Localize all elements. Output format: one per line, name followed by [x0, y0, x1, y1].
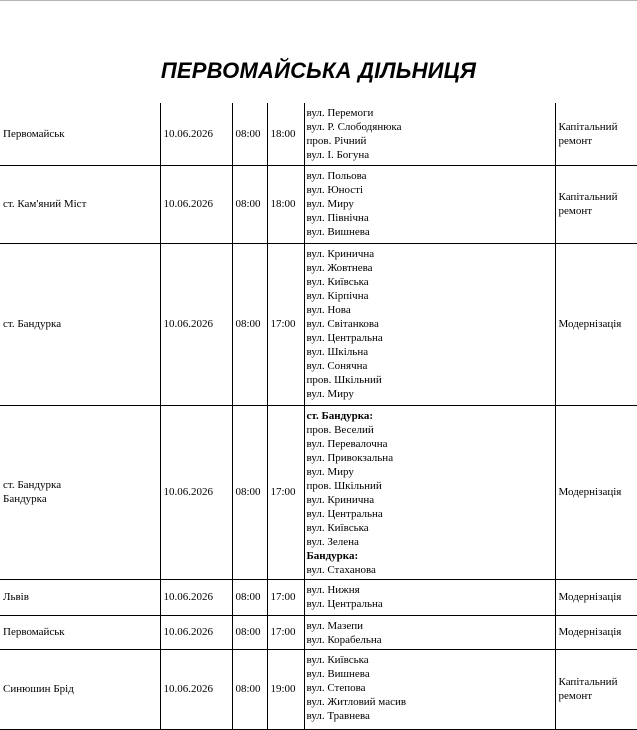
start-time-cell: 08:00: [232, 649, 267, 729]
date-cell: 10.06.2026: [160, 649, 232, 729]
street-name: вул. Миру: [306, 197, 354, 210]
street-name: вул. Київська: [306, 521, 369, 534]
streets-cell: [304, 615, 555, 649]
street-name: пров. Веселий: [306, 423, 374, 436]
end-time-cell: 19:00: [267, 649, 304, 729]
street-name: вул. Миру: [306, 465, 354, 478]
settlement-subheading: ст. Бандурка:: [306, 409, 374, 422]
work-type-cell: Модернізація: [555, 405, 637, 579]
table-row: [0, 103, 637, 165]
streets-cell: [304, 579, 555, 615]
date-cell: 10.06.2026: [160, 243, 232, 405]
work-type-cell: Модернізація: [555, 615, 637, 649]
street-name: вул. Світанкова: [306, 317, 379, 330]
settlement-name: Первомайськ: [3, 127, 65, 140]
street-name: вул. Польова: [306, 169, 367, 182]
table-row: [0, 615, 637, 649]
street-name: вул. Привокзальна: [306, 451, 394, 464]
table-row: [0, 165, 637, 243]
work-type-cell: Капітальний ремонт: [555, 165, 637, 243]
end-time-cell: 17:00: [267, 405, 304, 579]
settlement-name: Бандурка: [3, 493, 47, 505]
settlement-cell: [0, 579, 160, 615]
streets-cell: [304, 165, 555, 243]
street-name: вул. Північна: [306, 211, 369, 224]
settlement-name: Львів: [3, 591, 29, 603]
streets-cell: [304, 649, 555, 729]
settlement-cell: [0, 103, 160, 165]
street-name: вул. І. Богуна: [306, 149, 370, 161]
top-rule: [0, 0, 637, 1]
street-name: вул. Травнева: [306, 709, 370, 722]
settlement-name: ст. Кам'яний Міст: [3, 198, 87, 210]
street-name: вул. Центральна: [306, 331, 383, 344]
date-cell: 10.06.2026: [160, 615, 232, 649]
settlement-name: ст. Бандурка: [3, 318, 62, 330]
settlement-cell: [0, 615, 160, 649]
work-type-cell: Модернізація: [555, 243, 637, 405]
street-name: вул. Корабельна: [306, 633, 382, 646]
street-name: вул. Мазепи: [306, 619, 363, 632]
street-name: вул. Вишнева: [306, 667, 370, 680]
street-name: пров. Шкільний: [306, 479, 382, 492]
outage-schedule-table: [0, 103, 637, 730]
start-time-cell: 08:00: [232, 615, 267, 649]
street-name: вул. Центральна: [306, 507, 383, 520]
date-cell: 10.06.2026: [160, 405, 232, 579]
street-name: вул. Р. Слободянюка: [306, 121, 402, 133]
work-type-cell: Модернізація: [555, 579, 637, 615]
street-name: вул. Кринична: [306, 493, 375, 506]
page-title: ПЕРВОМАЙСЬКА ДІЛЬНИЦЯ: [160, 58, 477, 83]
start-time-cell: 08:00: [232, 579, 267, 615]
settlement-cell: [0, 243, 160, 405]
date-cell: 10.06.2026: [160, 103, 232, 165]
street-name: вул. Нова: [306, 303, 351, 316]
start-time-cell: 08:00: [232, 405, 267, 579]
street-name: пров. Річний: [306, 135, 367, 147]
work-type-cell: Капітальний ремонт: [555, 103, 637, 165]
settlement-cell: [0, 649, 160, 729]
settlement-name: ст. Бандурка: [3, 479, 62, 491]
settlement-subheading: Бандурка:: [306, 549, 359, 562]
streets-cell: [304, 243, 555, 405]
work-type-cell: Капітальний ремонт: [555, 649, 637, 729]
table-row: [0, 649, 637, 729]
end-time-cell: 18:00: [267, 103, 304, 165]
street-name: вул. Юності: [306, 183, 364, 196]
end-time-cell: 18:00: [267, 165, 304, 243]
street-name: вул. Перемоги: [306, 107, 374, 119]
street-name: вул. Степова: [306, 681, 366, 694]
streets-cell: [304, 103, 555, 165]
street-name: вул. Київська: [306, 653, 369, 666]
settlement-name: Первомайськ: [3, 626, 65, 638]
street-name: вул. Київська: [306, 275, 369, 288]
settlement-cell: [0, 165, 160, 243]
end-time-cell: 17:00: [267, 243, 304, 405]
date-cell: 10.06.2026: [160, 165, 232, 243]
street-name: вул. Сонячна: [306, 359, 368, 372]
start-time-cell: 08:00: [232, 165, 267, 243]
settlement-name: Синюшин Брід: [3, 683, 74, 695]
street-name: вул. Стаханова: [306, 563, 376, 576]
start-time-cell: 08:00: [232, 243, 267, 405]
street-name: вул. Центральна: [306, 597, 383, 610]
end-time-cell: 17:00: [267, 579, 304, 615]
street-name: вул. Миру: [306, 387, 354, 400]
table-row: [0, 579, 637, 615]
street-name: вул. Кірпічна: [306, 289, 369, 302]
street-name: вул. Шкільна: [306, 345, 369, 358]
date-cell: 10.06.2026: [160, 579, 232, 615]
start-time-cell: 08:00: [232, 103, 267, 165]
end-time-cell: 17:00: [267, 615, 304, 649]
settlement-cell: [0, 405, 160, 579]
streets-cell: [304, 405, 555, 579]
street-name: вул. Перевалочна: [306, 437, 388, 450]
street-name: вул. Кринична: [306, 247, 375, 260]
street-name: вул. Житловий масив: [306, 695, 407, 708]
street-name: вул. Жовтнева: [306, 261, 373, 274]
street-name: вул. Вишнева: [306, 225, 370, 238]
street-name: вул. Зелена: [306, 535, 359, 548]
street-name: вул. Нижня: [306, 583, 360, 596]
street-name: пров. Шкільний: [306, 373, 382, 386]
table-row: [0, 243, 637, 405]
table-body: [0, 103, 637, 729]
table-row: [0, 405, 637, 579]
